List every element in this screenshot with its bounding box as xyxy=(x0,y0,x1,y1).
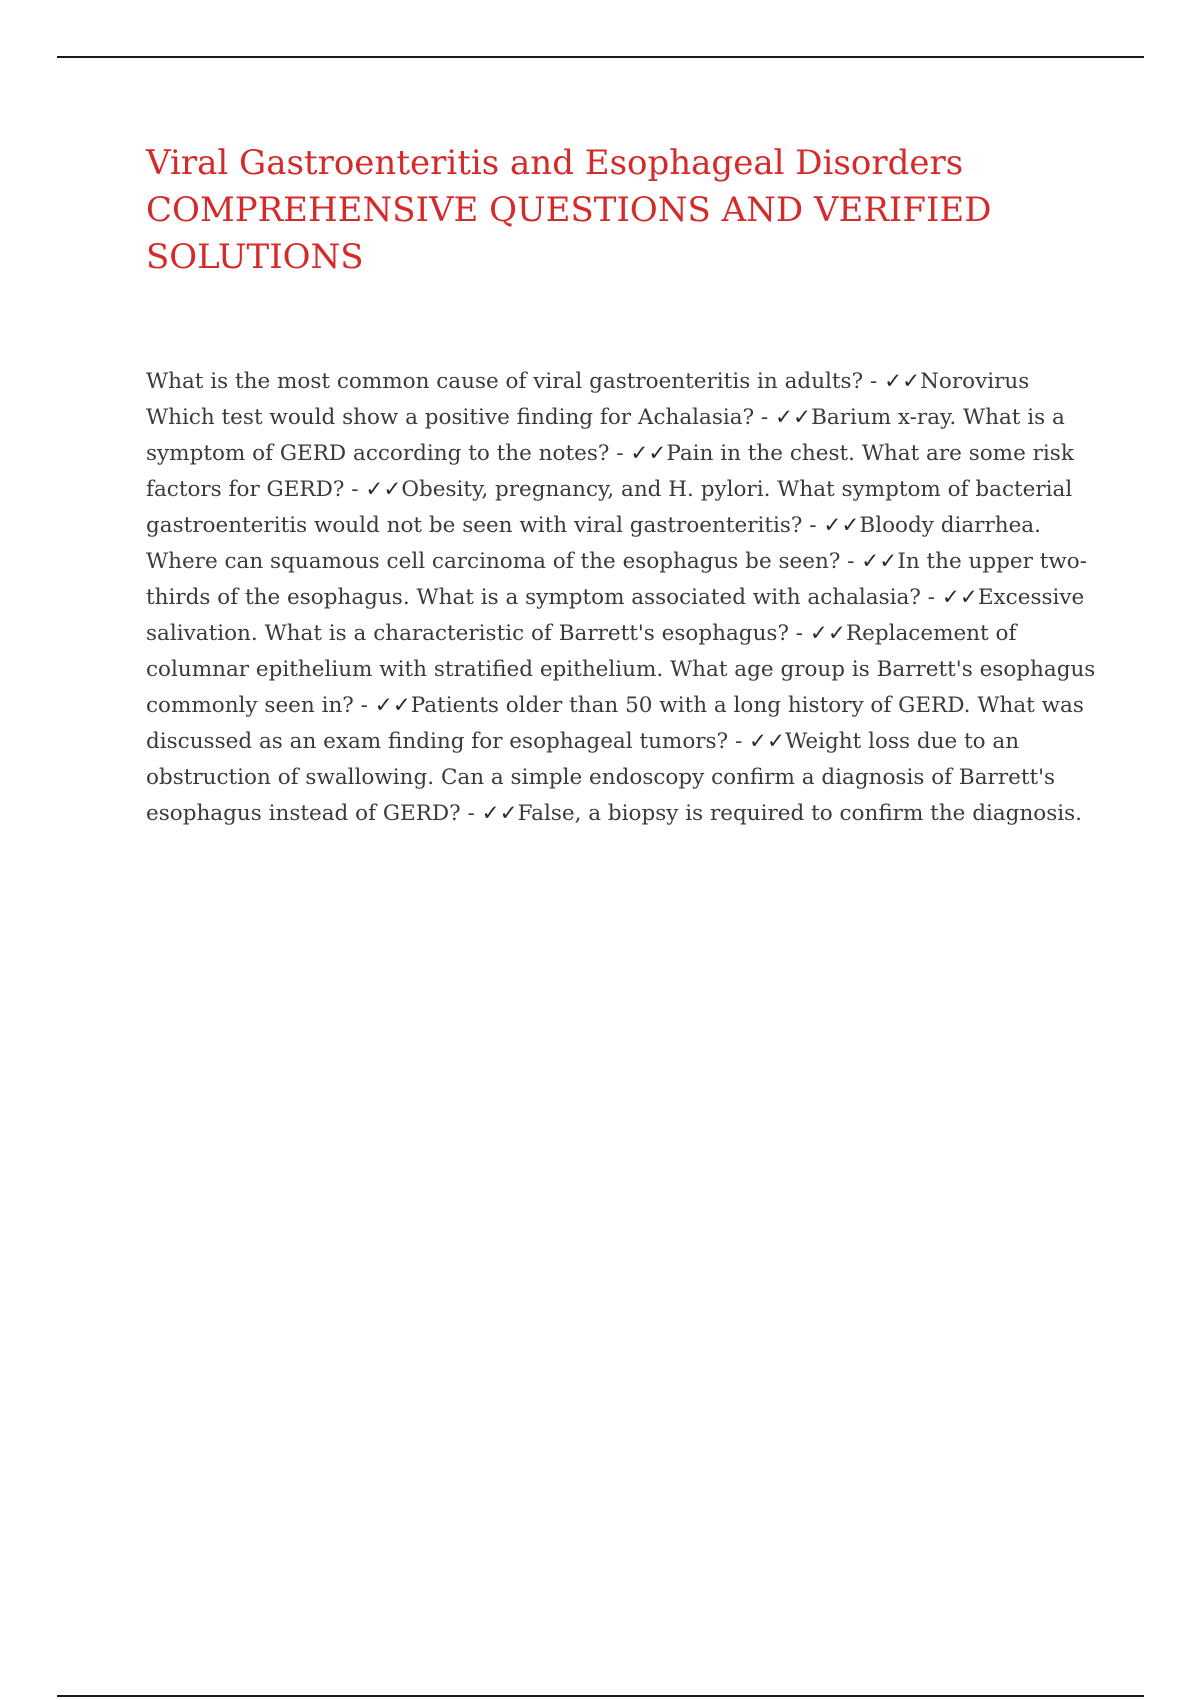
answer-text: Obesity, pregnancy, and H. pylori. xyxy=(401,477,771,502)
qa-item xyxy=(146,405,956,430)
answer-text: Barium x-ray. xyxy=(811,405,957,430)
check-mark-icon: ✓✓ xyxy=(941,585,978,610)
check-mark-icon: ✓✓ xyxy=(775,405,812,430)
answer-text: Bloody diarrhea. xyxy=(859,513,1041,538)
check-mark-icon: ✓✓ xyxy=(809,621,846,646)
answer-text: Replacement of columnar epithelium with stratified epithelium. xyxy=(146,621,1017,682)
question-text: What is a symptom associated with achalasia? - xyxy=(416,585,942,610)
check-mark-icon: ✓✓ xyxy=(481,801,518,826)
answer-text: Weight loss due to an obstruction of swallowing. xyxy=(146,729,1020,790)
question-text: What are some risk factors for GERD? - xyxy=(146,441,1074,502)
check-mark-icon: ✓✓ xyxy=(749,729,786,754)
qa-paragraph xyxy=(146,364,1096,832)
question-text: What symptom of bacterial gastroenteritis would not be seen with viral gastroenteritis? - xyxy=(146,477,1073,538)
answer-text: Patients older than 50 with a long history of GERD. xyxy=(410,693,971,718)
question-text: What age group is Barrett's esophagus commonly seen in? - xyxy=(146,657,1096,718)
question-text: What is the most common cause of viral gastroenteritis in adults? - xyxy=(146,369,885,394)
check-mark-icon: ✓✓ xyxy=(365,477,402,502)
top-rule xyxy=(57,56,1144,58)
document-title xyxy=(146,140,1106,281)
question-text: Where can squamous cell carcinoma of the esophagus be seen? - xyxy=(146,549,862,574)
qa-item xyxy=(146,369,1029,394)
question-text: Which test would show a positive finding for Achalasia? - xyxy=(146,405,776,430)
bottom-rule xyxy=(57,1695,1144,1697)
answer-text: Norovirus xyxy=(920,369,1030,394)
answer-text: False, a biopsy is required to confirm the diagnosis. xyxy=(517,801,1083,826)
question-text: Can a simple endoscopy confirm a diagnosis of Barrett's esophagus instead of GERD? - xyxy=(146,765,1056,826)
title-line-1: Viral Gastroenteritis and Esophageal Disorders xyxy=(146,143,964,183)
answer-text: Pain in the chest. xyxy=(666,441,855,466)
title-line-3: SOLUTIONS xyxy=(146,237,364,277)
check-mark-icon: ✓✓ xyxy=(861,549,898,574)
question-text: What was discussed as an exam finding for esophageal tumors? - xyxy=(146,693,1084,754)
question-text: What is a symptom of GERD according to the notes? - xyxy=(146,405,1065,466)
question-text: What is a characteristic of Barrett's esophagus? - xyxy=(264,621,810,646)
title-line-2: COMPREHENSIVE QUESTIONS AND VERIFIED xyxy=(146,190,992,230)
answer-text: In the upper two-thirds of the esophagus. xyxy=(146,549,1088,610)
answer-text: Excessive salivation. xyxy=(146,585,1085,646)
check-mark-icon: ✓✓ xyxy=(630,441,667,466)
check-mark-icon: ✓✓ xyxy=(823,513,860,538)
check-mark-icon: ✓✓ xyxy=(884,369,921,394)
check-mark-icon: ✓✓ xyxy=(374,693,411,718)
